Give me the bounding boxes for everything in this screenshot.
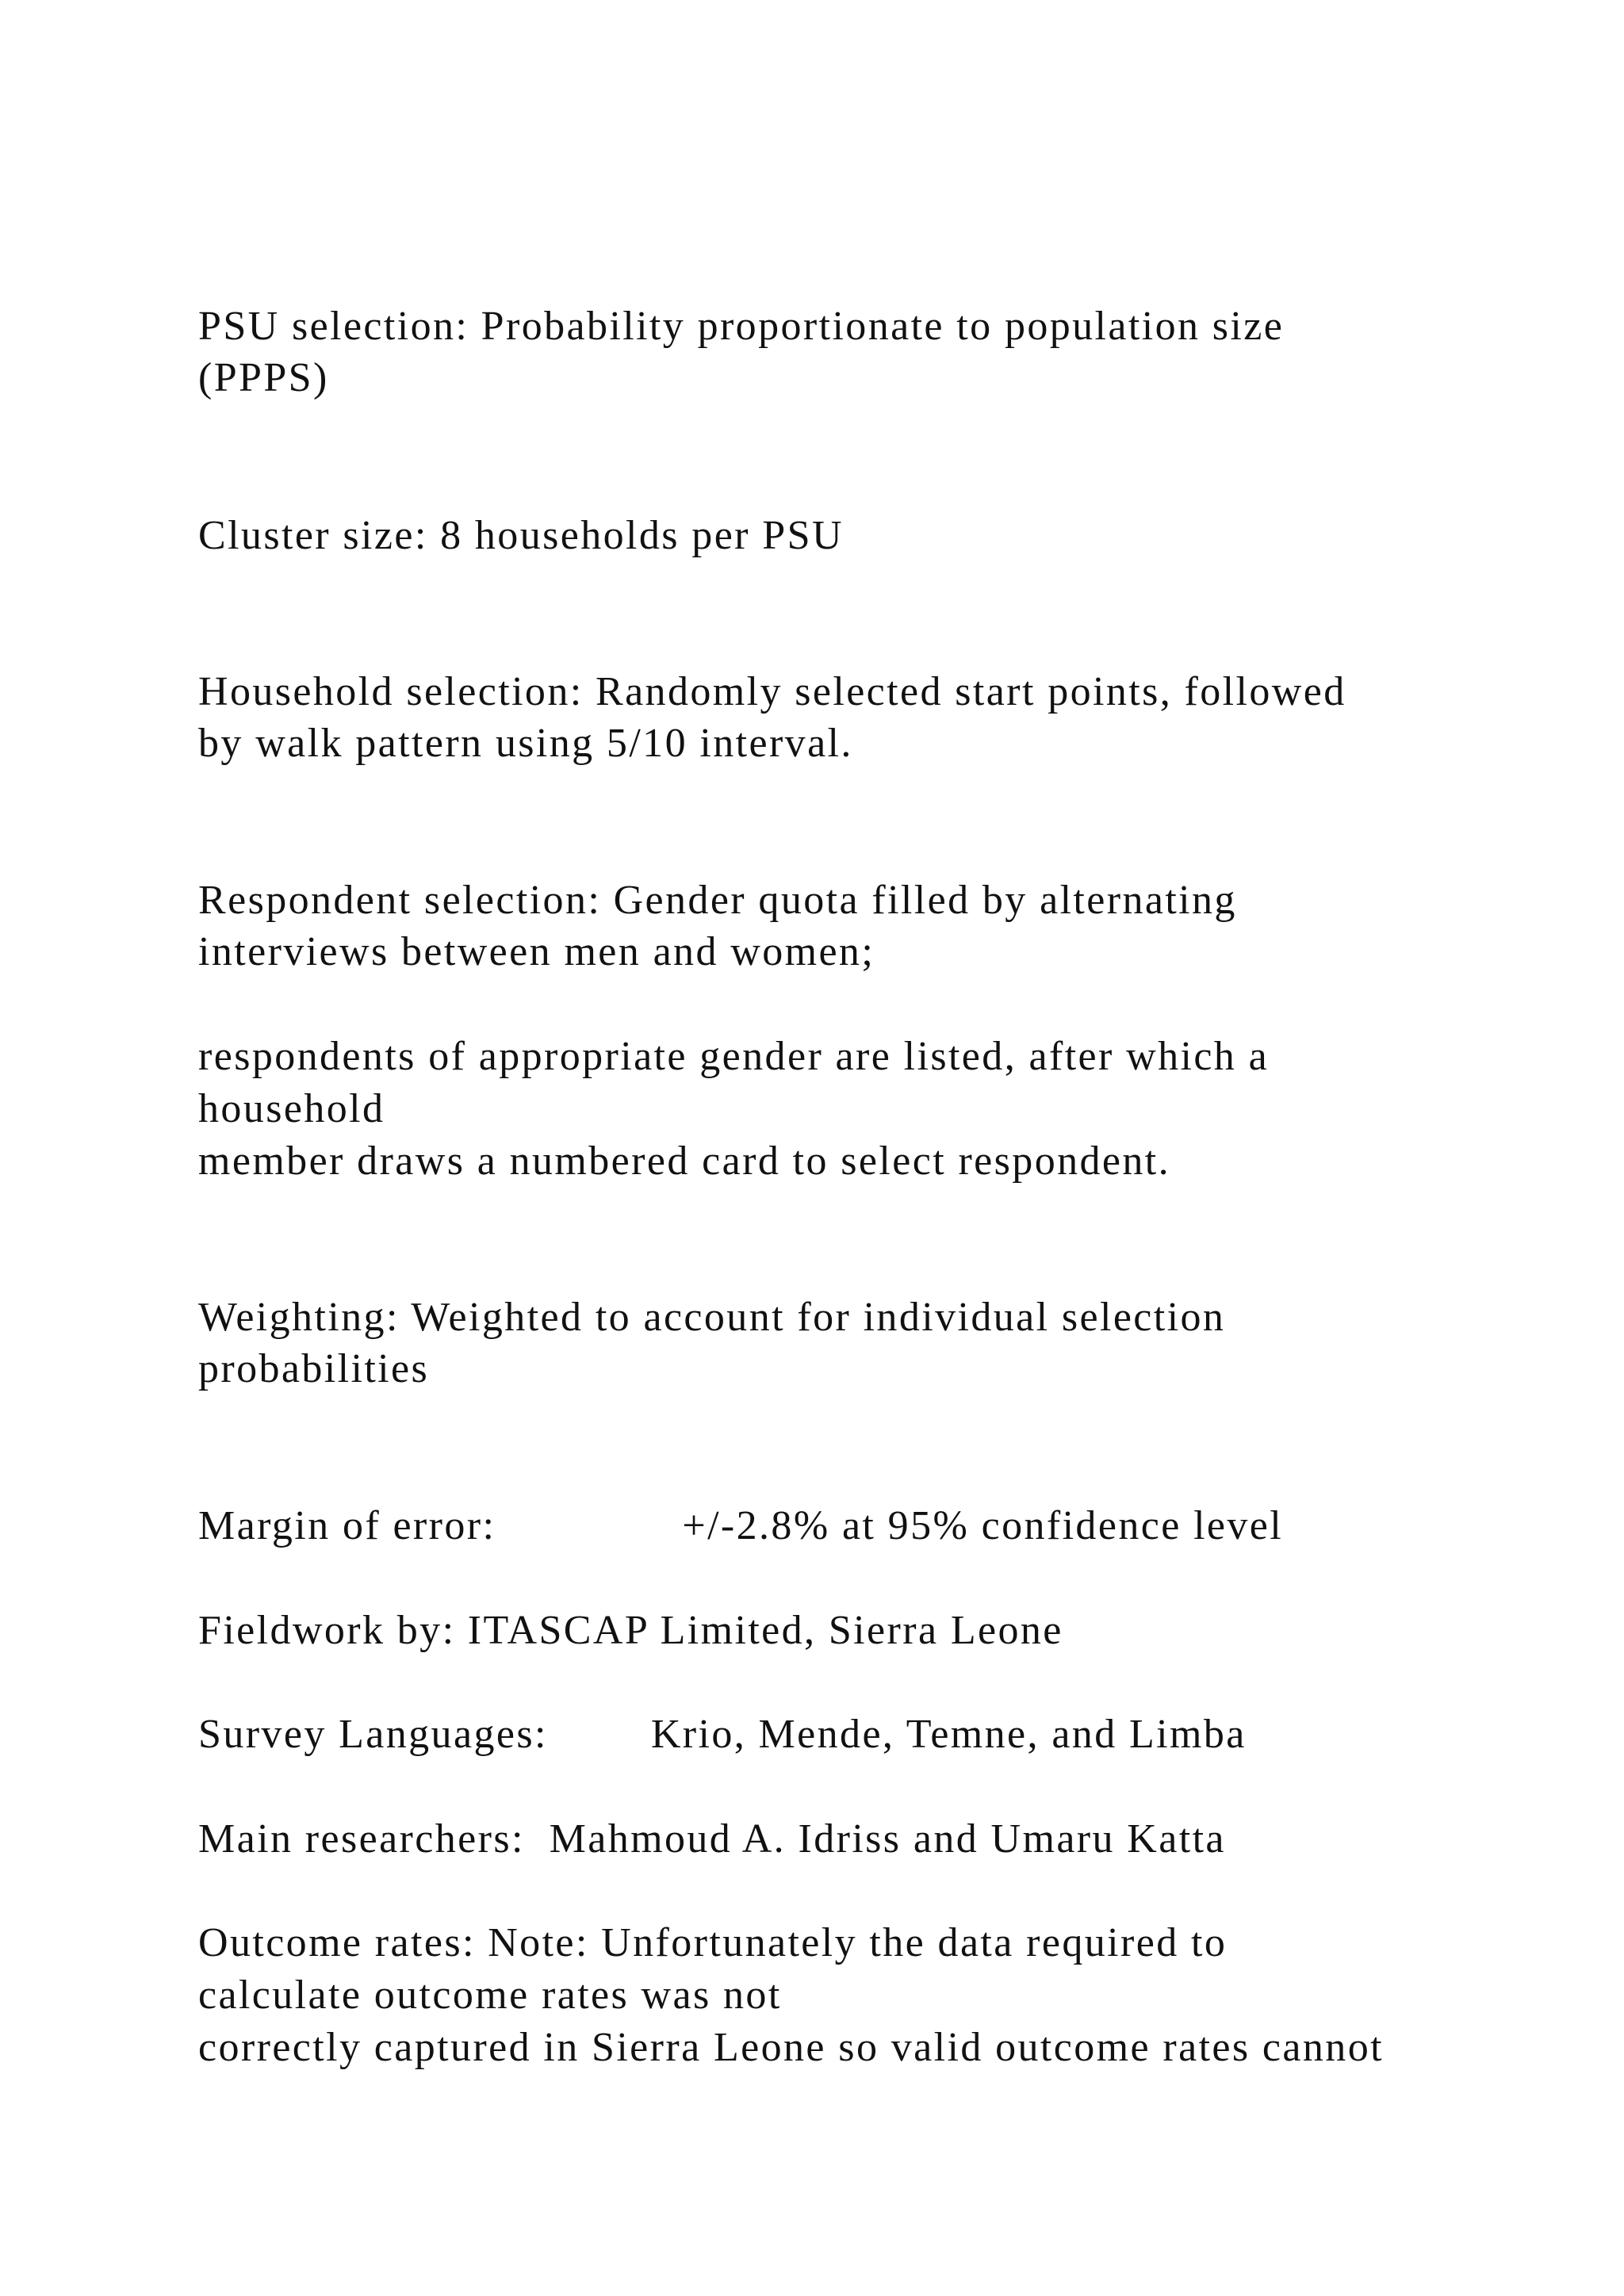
margin-of-error-value: +/-2.8% at 95% confidence level (682, 1503, 1284, 1548)
cluster-size-line: Cluster size: 8 households per PSU (198, 513, 844, 558)
respondent-selection-line-1: Respondent selection: Gender quota filled by alternating (198, 878, 1237, 923)
household-selection-line-2: by walk pattern using 5/10 interval. (198, 721, 853, 766)
fieldwork-line: Fieldwork by: ITASCAP Limited, Sierra Leone (198, 1608, 1063, 1653)
respondent-selection-line-2: interviews between men and women; (198, 929, 875, 974)
main-researchers-line: Main researchers: Mahmoud A. Idriss and Umaru Katta (198, 1816, 1226, 1862)
respondent-selection-line-4: household (198, 1086, 385, 1131)
weighting-line-1: Weighting: Weighted to account for individual selection (198, 1295, 1226, 1340)
respondent-selection-line-3: respondents of appropriate gender are listed, after which a (198, 1034, 1270, 1079)
survey-languages-value: Krio, Mende, Temne, and Limba (650, 1712, 1247, 1757)
outcome-rates-line-1: Outcome rates: Note: Unfortunately the data required to (198, 1920, 1228, 1965)
respondent-selection-line-5: member draws a numbered card to select respondent. (198, 1138, 1171, 1184)
psu-selection-line-1: PSU selection: Probability proportionate to population size (198, 304, 1285, 349)
outcome-rates-line-3: correctly captured in Sierra Leone so valid outcome rates cannot (198, 2025, 1384, 2070)
outcome-rates-line-2: calculate outcome rates was not (198, 1973, 782, 2018)
psu-selection-line-2: (PPPS) (198, 355, 329, 400)
survey-languages-line (198, 1714, 1247, 1755)
household-selection-line-1: Household selection: Randomly selected start points, followed (198, 669, 1346, 714)
margin-of-error-label: Margin of error: (198, 1503, 496, 1548)
survey-languages-label: Survey Languages: (198, 1712, 548, 1757)
weighting-line-2: probabilities (198, 1346, 430, 1391)
margin-of-error-line (198, 1503, 1284, 1548)
